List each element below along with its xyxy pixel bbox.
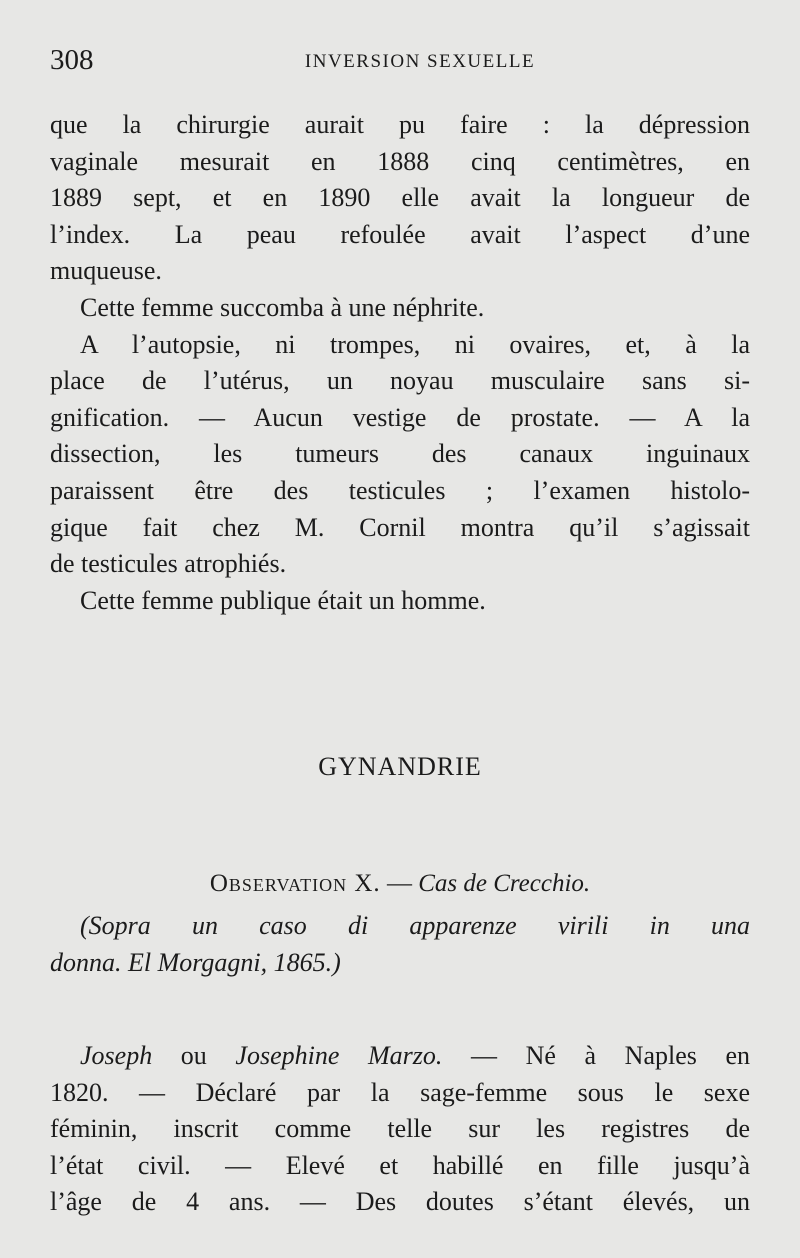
text-line: l’état civil. — Elevé et habillé en fille jusqu’à xyxy=(50,1150,750,1180)
name-josephine: Josephine Marzo. xyxy=(235,1041,443,1070)
text-line: muqueuse. xyxy=(50,256,162,286)
paragraph-start: Cette femme succomba à une néphrite. xyxy=(80,292,485,322)
paragraph-start: Cette femme publique était un homme. xyxy=(80,585,486,615)
running-title: INVERSION SEXUELLE xyxy=(304,51,536,72)
source-line: (Sopra un caso di apparenze virili in una xyxy=(80,911,750,940)
text-line: l’âge de 4 ans. — Des doutes s’étant élevés, un xyxy=(50,1187,750,1217)
case-name: Cas de Crecchio. xyxy=(418,870,591,897)
text-line: place de l’utérus, un noyau musculaire sans si- xyxy=(50,366,750,396)
text-line: 1820. — Déclaré par la sage-femme sous le sexe xyxy=(50,1077,750,1107)
text-line: gnification. — Aucun vestige de prostate. — A la xyxy=(50,402,750,432)
text-line: l’index. La peau refoulée avait l’aspect d’une xyxy=(50,219,750,249)
text-line: féminin, inscrit comme telle sur les registres de xyxy=(50,1114,750,1144)
observation-dash: — xyxy=(380,870,419,897)
text-line: de testicules atrophiés. xyxy=(50,549,287,579)
text-line: que la chirurgie aurait pu faire : la dépression xyxy=(50,110,750,139)
case-text xyxy=(50,1038,750,1221)
text-line: dissection, les tumeurs des canaux inguinaux xyxy=(50,439,750,469)
observation-title xyxy=(50,870,750,898)
text-line: gique fait chez M. Cornil montra qu’il s’agissait xyxy=(50,512,750,542)
observation-source xyxy=(50,908,750,981)
page-number: 308 xyxy=(50,44,94,76)
text-line: paraissent être des testicules ; l’examen histolo- xyxy=(50,475,750,505)
observation-label: Observation X. xyxy=(209,870,381,897)
source-line: donna. El Morgagni, 1865.) xyxy=(50,947,341,977)
text-line: 1889 sept, et en 1890 elle avait la longueur de xyxy=(50,183,750,213)
section-heading: GYNANDRIE xyxy=(318,752,482,781)
paragraph-start: A l’autopsie, ni trompes, ni ovaires, et, à la xyxy=(80,329,750,359)
page-header xyxy=(50,44,750,80)
text-line: vaginale mesurait en 1888 cinq centimètres, en xyxy=(50,146,750,176)
paragraph-start: Joseph ou Josephine Marzo. — Né à Naples en xyxy=(80,1041,750,1070)
name-joseph: Joseph xyxy=(80,1041,153,1070)
body-text xyxy=(50,107,750,619)
